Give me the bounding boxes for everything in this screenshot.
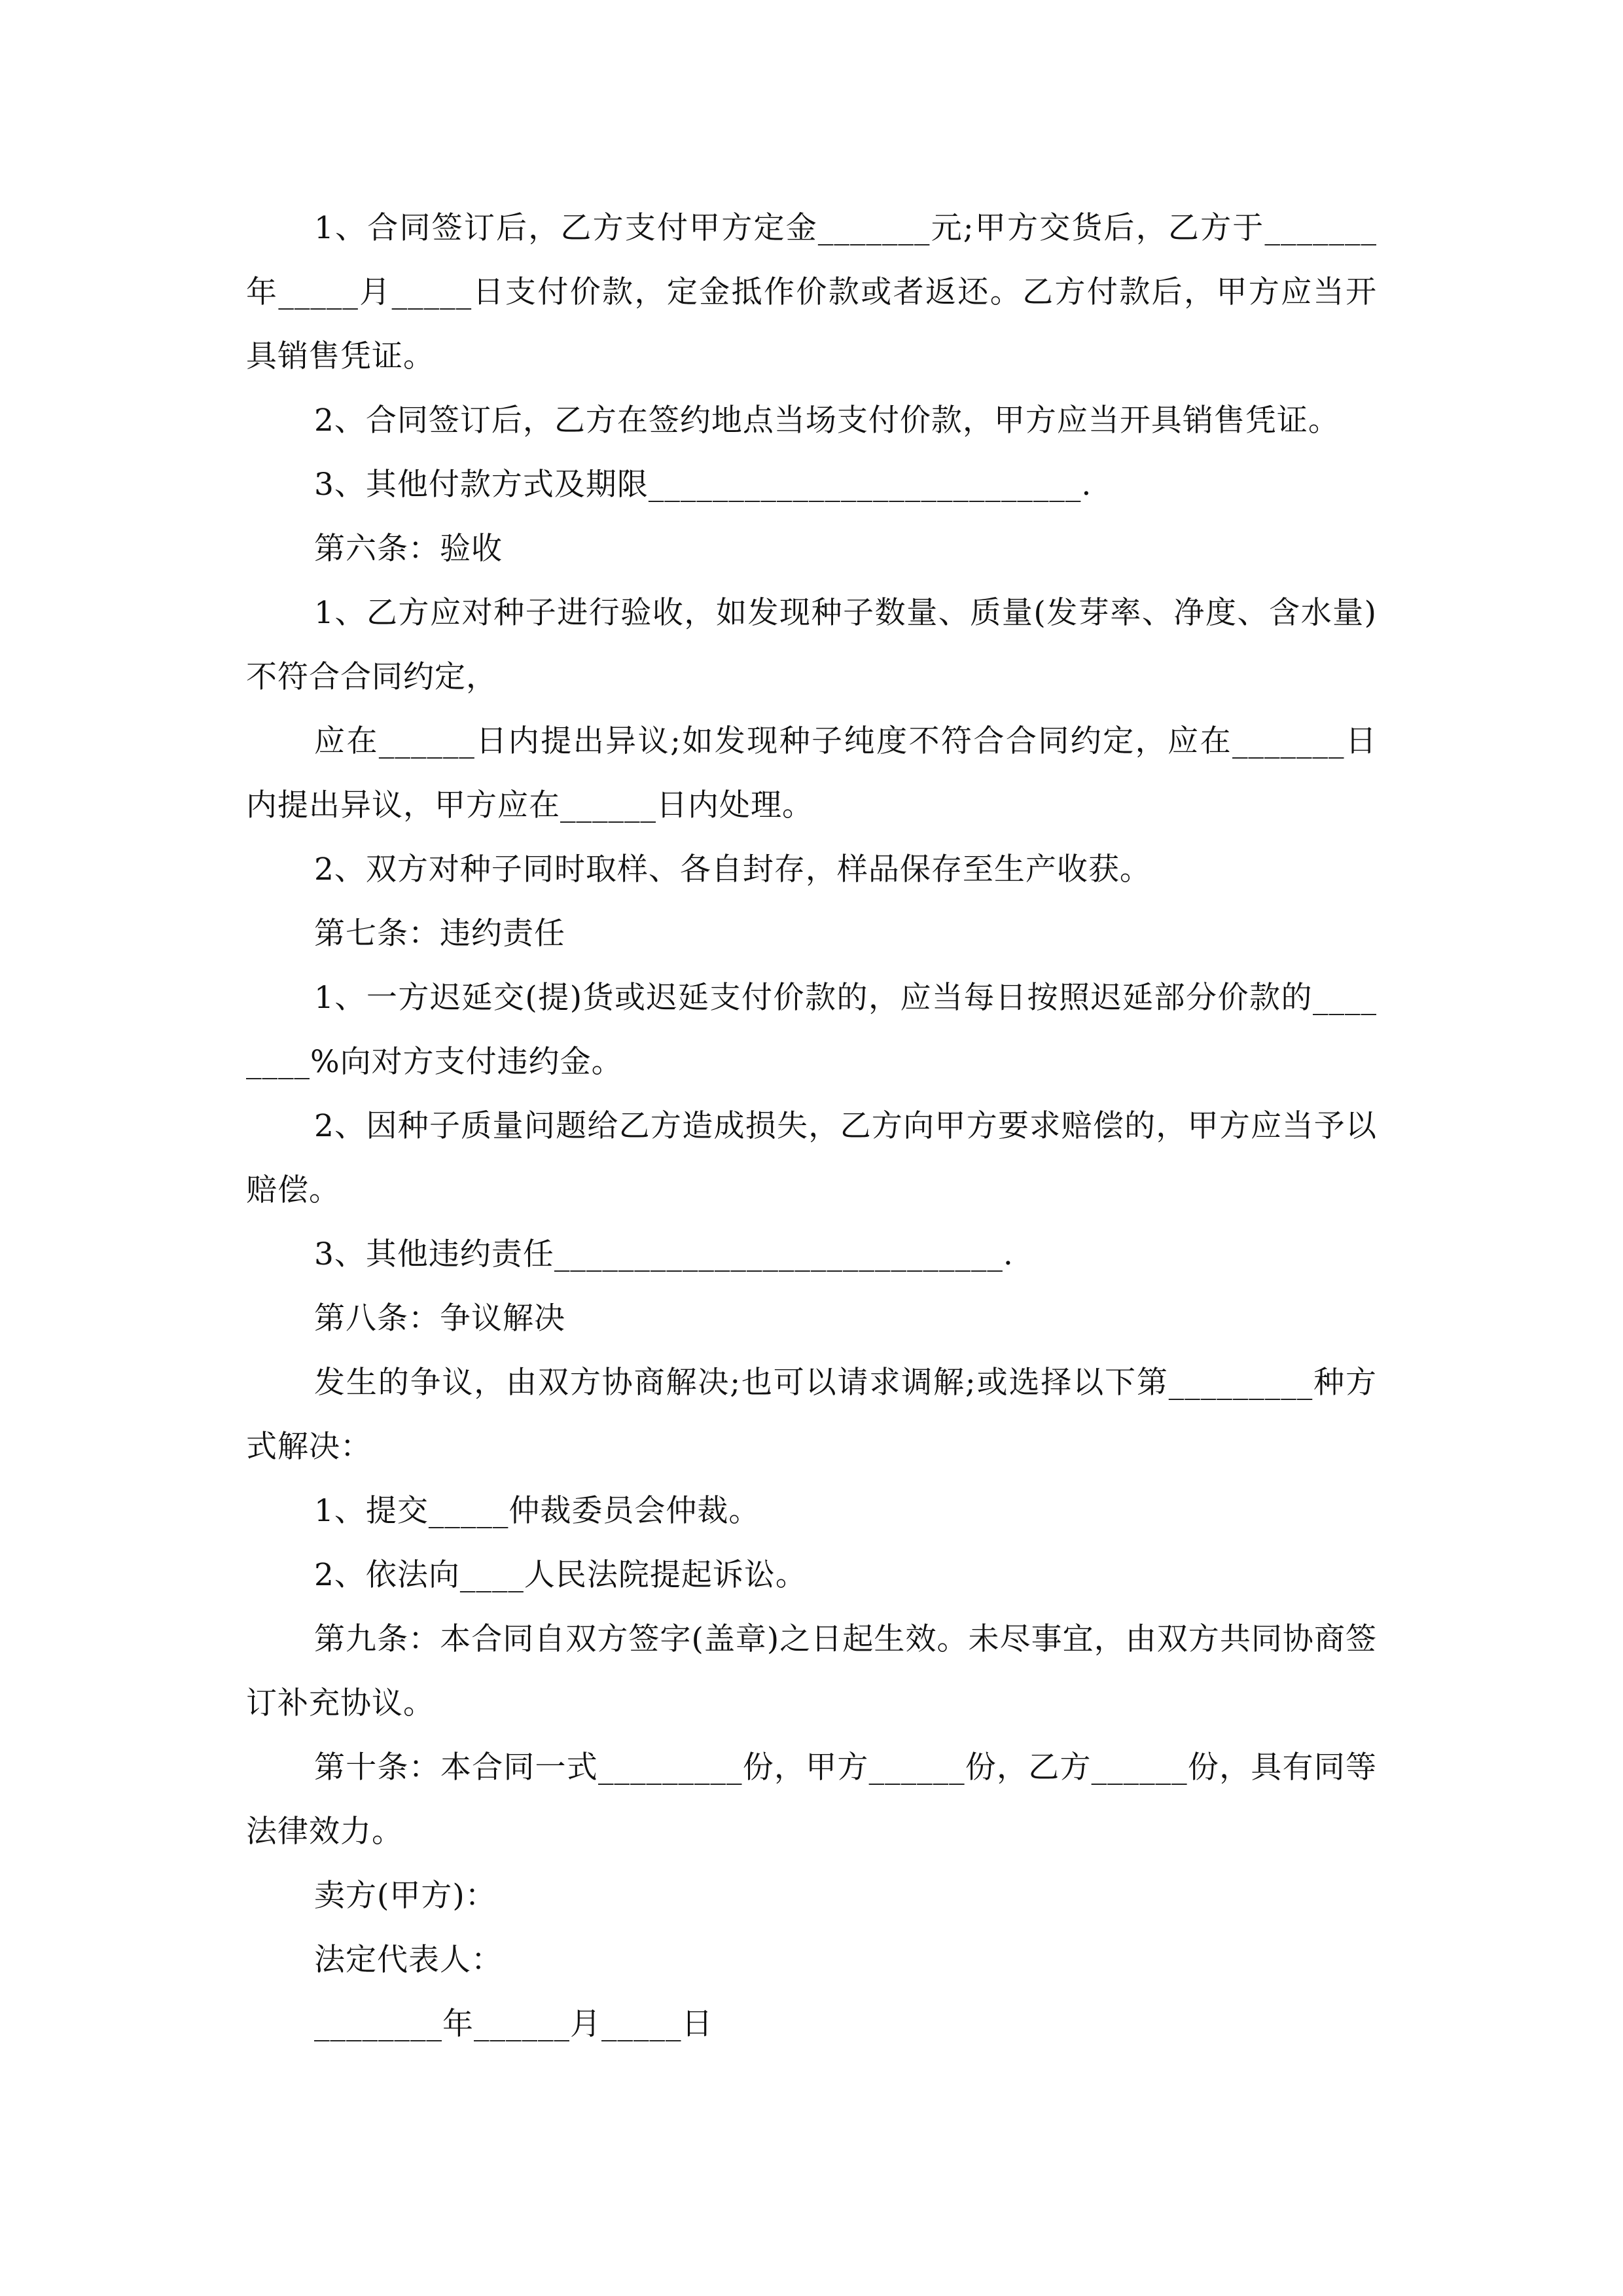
paragraph-inspection-objection: 应在______日内提出异议;如发现种子纯度不符合合同约定，应在_______日内提出异议，甲方应在______日内处理。 <box>246 723 1377 823</box>
paragraph-inspection-2: 2、双方对种子同时取样、各自封存，样品保存至生产收获。 <box>314 852 1151 888</box>
paragraph-payment-1: 1、合同签订后，乙方支付甲方定金_______元;甲方交货后，乙方于_______年_____月_____日支付价款，定金抵作价款或者返还。乙方付款后，甲方应当开具销售凭证。 <box>246 210 1377 374</box>
heading-article-7: 第七条：违约责任 <box>314 916 565 952</box>
heading-article-6: 第六条：验收 <box>314 531 503 567</box>
paragraph-inspection-1: 1、乙方应对种子进行验收，如发现种子数量、质量(发芽率、净度、含水量)不符合合同约定， <box>246 595 1377 695</box>
seller-label: 卖方(甲方)： <box>314 1878 497 1914</box>
paragraph-article-9: 第九条：本合同自双方签字(盖章)之日起生效。未尽事宜，由双方共同协商签订补充协议。 <box>246 1621 1377 1721</box>
paragraph-dispute-intro: 发生的争议，由双方协商解决;也可以请求调解;或选择以下第_________种方式解决： <box>246 1365 1377 1465</box>
legal-representative-label: 法定代表人： <box>314 1942 503 1978</box>
signature-date-line: ________年______月_____日 <box>314 2006 713 2042</box>
paragraph-dispute-litigation: 2、依法向____人民法院提起诉讼。 <box>314 1557 807 1593</box>
paragraph-payment-3: 3、其他付款方式及期限___________________________. <box>314 467 1092 503</box>
paragraph-liability-1: 1、一方迟延交(提)货或迟延支付价款的，应当每日按照迟延部分价款的________%向对方支付违约金。 <box>246 980 1377 1080</box>
contract-body <box>246 196 1377 2056</box>
paragraph-liability-2: 2、因种子质量问题给乙方造成损失，乙方向甲方要求赔偿的，甲方应当予以赔偿。 <box>246 1108 1377 1208</box>
paragraph-liability-3: 3、其他违约责任____________________________. <box>314 1236 1014 1272</box>
heading-article-8: 第八条：争议解决 <box>314 1300 565 1336</box>
paragraph-payment-2: 2、合同签订后，乙方在签约地点当场支付价款，甲方应当开具销售凭证。 <box>314 403 1340 439</box>
paragraph-article-10: 第十条：本合同一式_________份，甲方______份，乙方______份，具有同等法律效力。 <box>246 1749 1377 1850</box>
paragraph-dispute-arbitration: 1、提交_____仲裁委员会仲裁。 <box>314 1493 760 1529</box>
